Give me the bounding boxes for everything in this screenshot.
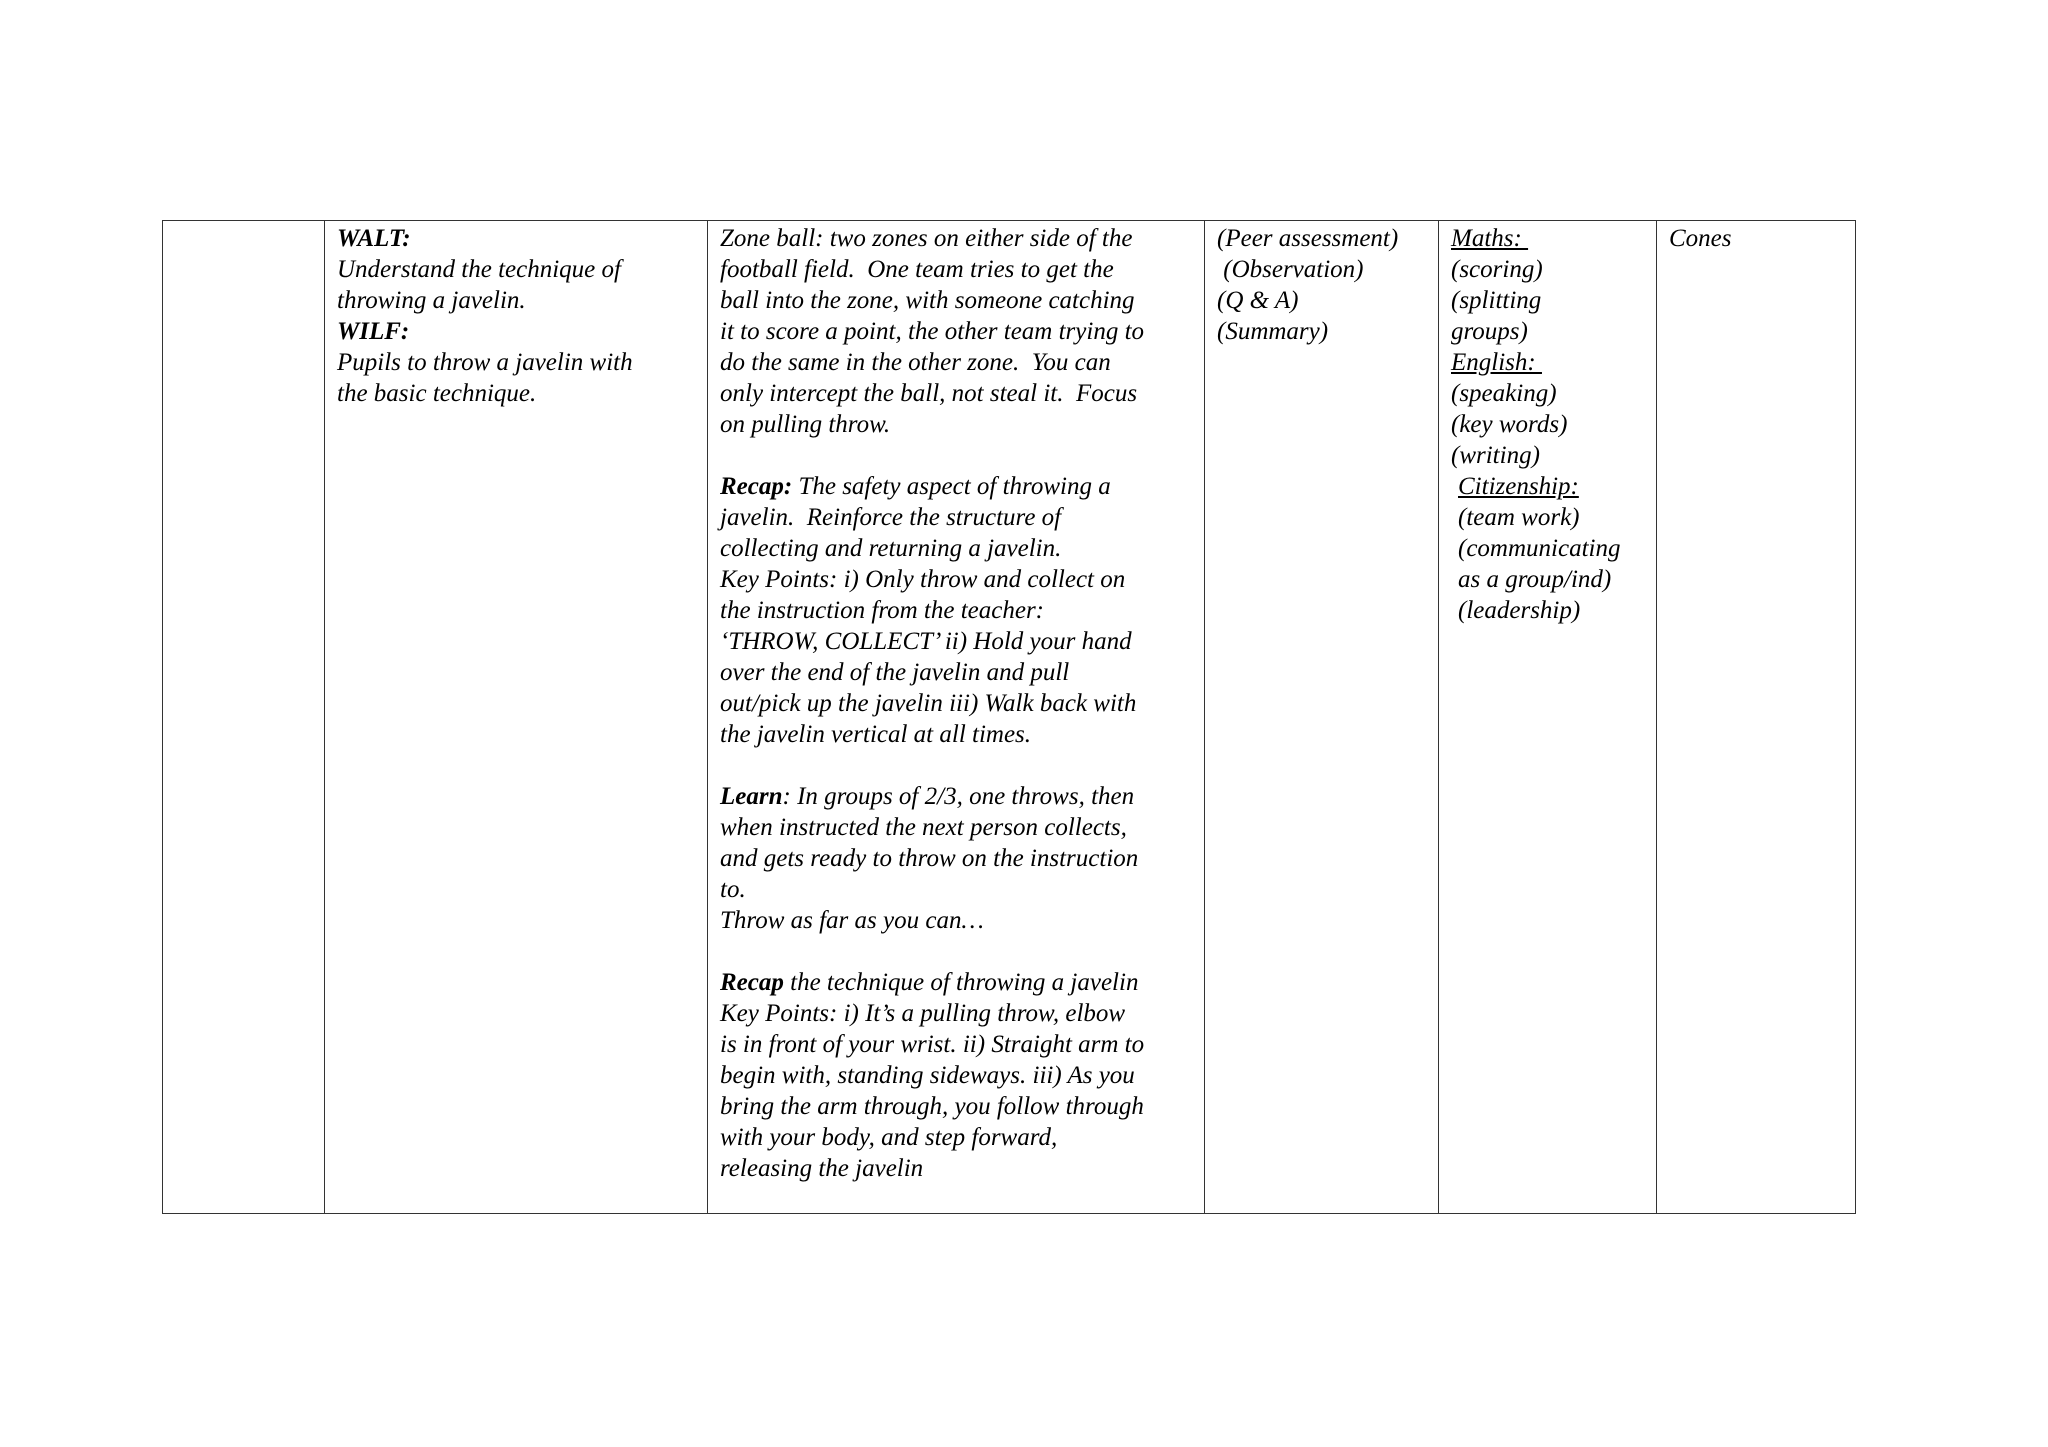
paragraph-gap xyxy=(720,750,1192,781)
assessment-item: (Observation) xyxy=(1217,256,1364,283)
recap2-label: Recap xyxy=(720,969,784,996)
learn-label: Learn xyxy=(720,783,783,810)
recap1-line: the javelin vertical at all times. xyxy=(720,721,1032,748)
assessment-item: (Summary) xyxy=(1217,318,1329,345)
learn-first-line xyxy=(720,781,1192,812)
intro-line: football field. One team tries to get the xyxy=(720,256,1114,283)
recap2-line: bring the arm through, you follow through xyxy=(720,1093,1144,1120)
citizenship-item: (communicating xyxy=(1458,535,1621,562)
recap1-line: over the end of the javelin and pull xyxy=(720,659,1070,686)
intro-line: only intercept the ball, not steal it. Focus xyxy=(720,380,1138,407)
learn-line: and gets ready to throw on the instruction xyxy=(720,845,1139,872)
walt-line: throwing a javelin. xyxy=(337,287,526,314)
resources-text: Cones xyxy=(1669,225,1732,252)
citizenship-heading-line xyxy=(1451,471,1644,502)
walt-line: Understand the technique of xyxy=(337,256,621,283)
assessment-item: (Q & A) xyxy=(1217,287,1299,314)
recap1-first-line xyxy=(720,471,1192,502)
recap1-label: Recap: xyxy=(720,473,793,500)
recap1-first-text: The safety aspect of throwing a xyxy=(792,473,1111,500)
recap2-first-text: the technique of throwing a javelin xyxy=(783,969,1139,996)
maths-item: (scoring) xyxy=(1451,256,1543,283)
english-item: (key words) xyxy=(1451,411,1568,438)
intro-line: Zone ball: two zones on either side of the xyxy=(720,225,1133,252)
wilf-line: the basic technique. xyxy=(337,380,537,407)
assessment-item: (Peer assessment) xyxy=(1217,225,1399,252)
recap1-line: the instruction from the teacher: xyxy=(720,597,1045,624)
learn-first-text: : In groups of 2/3, one throws, then xyxy=(782,783,1135,810)
recap1-line: out/pick up the javelin iii) Walk back with xyxy=(720,690,1137,717)
paragraph-gap xyxy=(720,440,1192,471)
maths-heading: Maths: xyxy=(1451,225,1529,252)
walt-heading: WALT: xyxy=(337,225,411,252)
table-row xyxy=(163,221,1856,1214)
lesson-plan-table xyxy=(162,220,1856,1214)
learn-line: when instructed the next person collects, xyxy=(720,814,1127,841)
recap2-first-line xyxy=(720,967,1192,998)
recap2-line: is in front of your wrist. ii) Straight arm to xyxy=(720,1031,1145,1058)
wilf-line: Pupils to throw a javelin with xyxy=(337,349,633,376)
cross-curricular-cell xyxy=(1439,221,1657,1214)
intro-line: on pulling throw. xyxy=(720,411,891,438)
english-item: (writing) xyxy=(1451,442,1540,469)
maths-item: (splitting xyxy=(1451,287,1542,314)
maths-item: groups) xyxy=(1451,318,1528,345)
recap2-line: with your body, and step forward, xyxy=(720,1124,1058,1151)
intro-line: ball into the zone, with someone catching xyxy=(720,287,1135,314)
english-item: (speaking) xyxy=(1451,380,1557,407)
recap1-line: Key Points: i) Only throw and collect on xyxy=(720,566,1126,593)
english-heading: English: xyxy=(1451,349,1542,376)
activities-cell xyxy=(708,221,1205,1214)
learn-line: Throw as far as you can… xyxy=(720,907,984,934)
citizenship-item: as a group/ind) xyxy=(1458,566,1612,593)
recap2-line: releasing the javelin xyxy=(720,1155,924,1182)
citizenship-heading: Citizenship: xyxy=(1458,473,1579,500)
recap1-line: ‘THROW, COLLECT’ ii) Hold your hand xyxy=(720,628,1132,655)
citizenship-item: (team work) xyxy=(1458,504,1580,531)
recap2-line: Key Points: i) It’s a pulling throw, elbow xyxy=(720,1000,1126,1027)
empty-cell xyxy=(163,221,325,1214)
objectives-cell xyxy=(325,221,708,1214)
resources-cell xyxy=(1657,221,1856,1214)
learn-line: to. xyxy=(720,876,746,903)
recap2-line: begin with, standing sideways. iii) As you xyxy=(720,1062,1135,1089)
intro-line: it to score a point, the other team trying to xyxy=(720,318,1145,345)
wilf-heading: WILF: xyxy=(337,318,410,345)
citizenship-item: (leadership) xyxy=(1458,597,1581,624)
assessment-cell xyxy=(1205,221,1439,1214)
paragraph-gap xyxy=(720,936,1192,967)
recap1-line: collecting and returning a javelin. xyxy=(720,535,1062,562)
intro-line: do the same in the other zone. You can xyxy=(720,349,1111,376)
recap1-line: javelin. Reinforce the structure of xyxy=(720,504,1062,531)
